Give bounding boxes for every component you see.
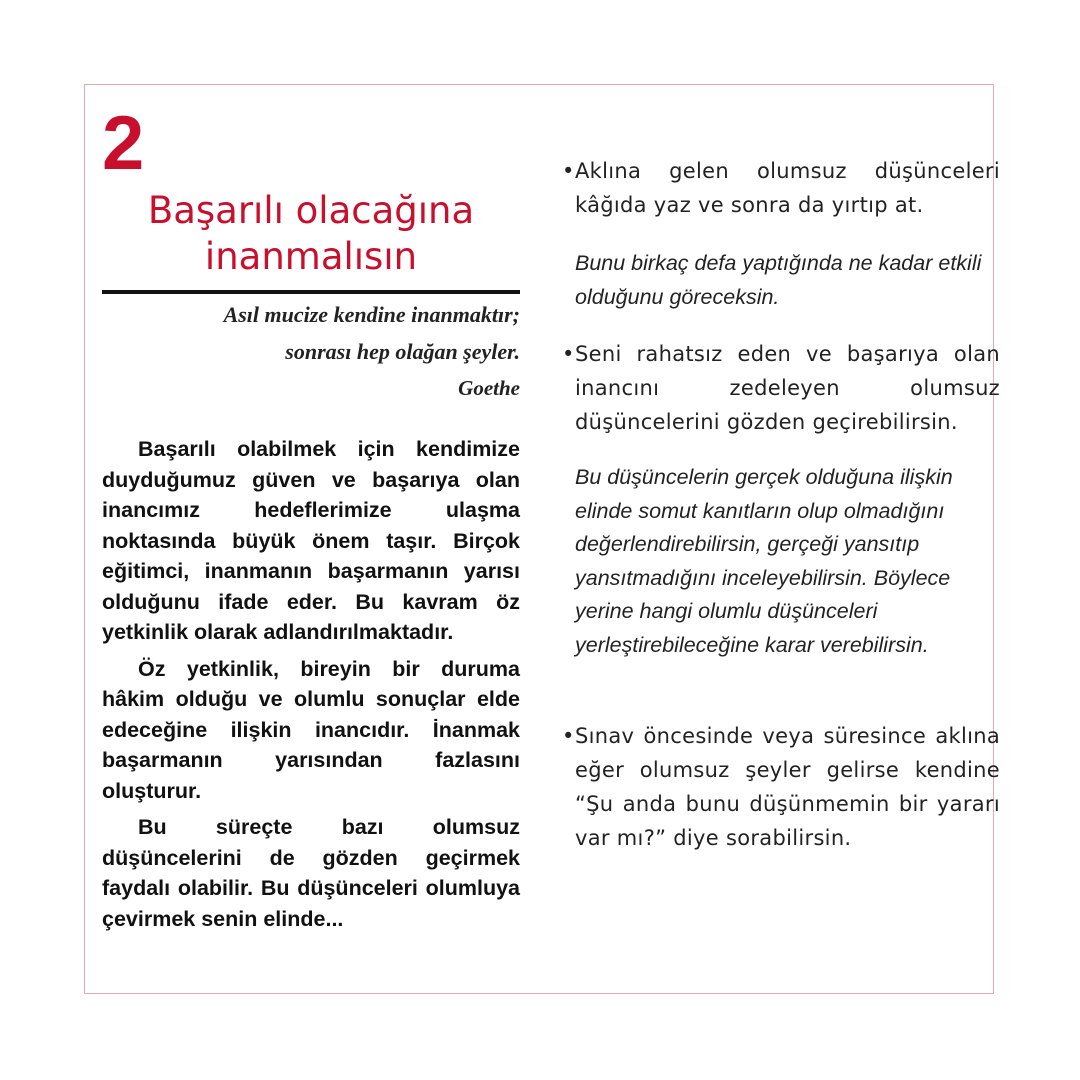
tip-2-note: Bu düşüncelerin gerçek olduğuna ilişkin elinde somut kanıtların olup olmadığını değerlendirebilirsin, gerçeği yansıtıp yansıtmadığını inceleyebilirsin. Böylece yerine hangi olumlu düşünceleri yerleştirebileceğine karar verebilirsin. — [575, 465, 953, 657]
tip-1 — [562, 154, 1000, 222]
tip-3 — [562, 719, 1000, 855]
bullet-icon: • — [562, 159, 575, 183]
epigraph — [102, 296, 520, 406]
tip-3-text: Sınav öncesinde veya süresince aklına eğer olumsuz şeyler gelirse kendine “Şu anda bunu düşünmemin bir yararı var mı?” diye sorabilirsin. — [575, 724, 1000, 850]
body-paragraph-2: Öz yetkinlik, bireyin bir duruma hâkim olduğu ve olumlu sonuçlar elde edeceğine ilişkin inancıdır. İnanmak başarmanın yarısından fazlasını oluşturur. — [102, 656, 520, 803]
title-divider — [102, 290, 520, 294]
epigraph-line-2: sonrası hep olağan şeyler. — [285, 339, 520, 364]
tip-2 — [562, 337, 1000, 439]
tip-2-text: Seni rahatsız eden ve başarıya olan inancını zedeleyen olumsuz düşüncelerini gözden geçirebilirsin. — [575, 342, 1000, 434]
tip-1-text: Aklına gelen olumsuz düşünceleri kâğıda yaz ve sonra da yırtıp at. — [575, 159, 1000, 217]
body-paragraph-3: Bu süreçte bazı olumsuz düşüncelerini de gözden geçirmek faydalı olabilir. Bu düşünceleri olumluya çevirmek senin elinde... — [102, 815, 520, 931]
epigraph-line-1: Asıl mucize kendine inanmaktır; — [223, 302, 520, 327]
body-text — [102, 434, 520, 940]
section-title: Başarılı olacağına inanmalısın — [147, 189, 475, 278]
tip-1-note: Bunu birkaç defa yaptığında ne kadar etkili olduğunu göreceksin. — [575, 251, 982, 309]
bullet-icon: • — [562, 342, 575, 366]
section-number: 2 — [102, 101, 145, 186]
epigraph-author: Goethe — [458, 376, 520, 400]
bullet-icon: • — [562, 724, 575, 748]
body-paragraph-1: Başarılı olabilmek için kendimize duyduğumuz güven ve başarıya olan inancımız hedeflerimize ulaşma noktasında büyük önem taşır. Birçok eğitimci, inanmanın başarmanın yarısı olduğunu ifade eder. Bu kavram öz yetkinlik olarak adlandırılmaktadır. — [102, 437, 520, 644]
